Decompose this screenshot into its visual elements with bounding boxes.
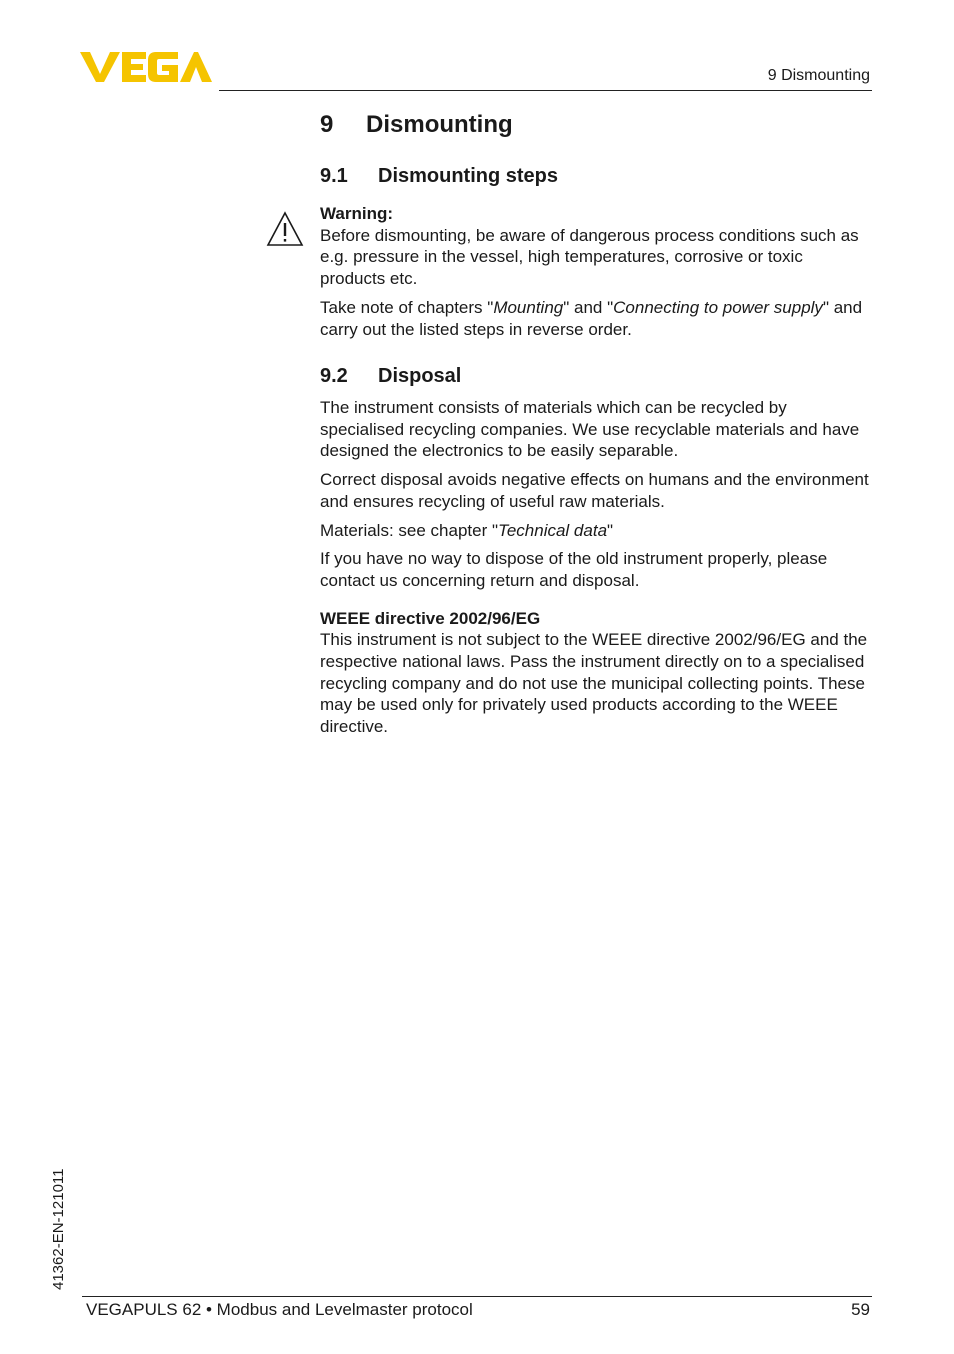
footer-title: VEGAPULS 62 • Modbus and Levelmaster protocol [86, 1300, 473, 1319]
section-9-1-heading [320, 165, 558, 188]
disposal-para-2: Correct disposal avoids negative effects on humans and the environment and ensures recycling of useful raw materials. [320, 470, 869, 511]
chapter-title-text: Dismounting [366, 111, 513, 138]
section-9-1-number: 9.1 [320, 165, 348, 187]
vega-logo [80, 50, 212, 84]
section-9-2-number: 9.2 [320, 365, 348, 387]
mounting-chapter-ref: Mounting [493, 297, 564, 317]
section-9-2-title: Disposal [378, 365, 462, 387]
chapter-title [320, 111, 513, 139]
document-number: 41362-EN-121011 [50, 1168, 67, 1290]
warning-label: Warning: [320, 204, 394, 223]
warning-text: Before dismounting, be aware of dangerous process conditions such as e.g. pressure in the vessel, high temperatures, corrosive or toxic products etc. [320, 225, 859, 289]
technical-data-ref: Technical data [498, 520, 608, 540]
footer-divider [82, 1296, 872, 1297]
materials-note: Materials: see chapter "Technical data" [320, 520, 614, 540]
section-9-2-heading [320, 365, 461, 388]
warning-block [320, 203, 872, 347]
power-supply-chapter-ref: Connecting to power supply [613, 297, 823, 317]
disposal-para-1: The instrument consists of materials which can be recycled by specialised recycling companies. We use recyclable materials and have designed the electronics to be easily separable. [320, 398, 860, 461]
page-number: 59 [851, 1300, 870, 1319]
disposal-block [320, 397, 872, 745]
weee-text: This instrument is not subject to the WEEE directive 2002/96/EG and the respective national laws. Pass the instrument directly on to a specialised recycling company and do not use the municipal collecting points. These may be used only for privately used products according to the WEEE directive. [320, 630, 868, 737]
disposal-para-4: If you have no way to dispose of the old instrument properly, please contact us concerning return and disposal. [320, 549, 828, 590]
reverse-order-note: Take note of chapters "Mounting" and "Connecting to power supply" and carry out the listed steps in reverse order. [320, 297, 863, 339]
section-9-1-title: Dismounting steps [378, 165, 559, 187]
header-divider [219, 90, 872, 91]
running-header: 9 Dismounting [767, 67, 870, 84]
weee-heading: WEEE directive 2002/96/EG [320, 608, 541, 628]
chapter-number: 9 [320, 111, 334, 138]
warning-triangle-icon [266, 211, 304, 247]
